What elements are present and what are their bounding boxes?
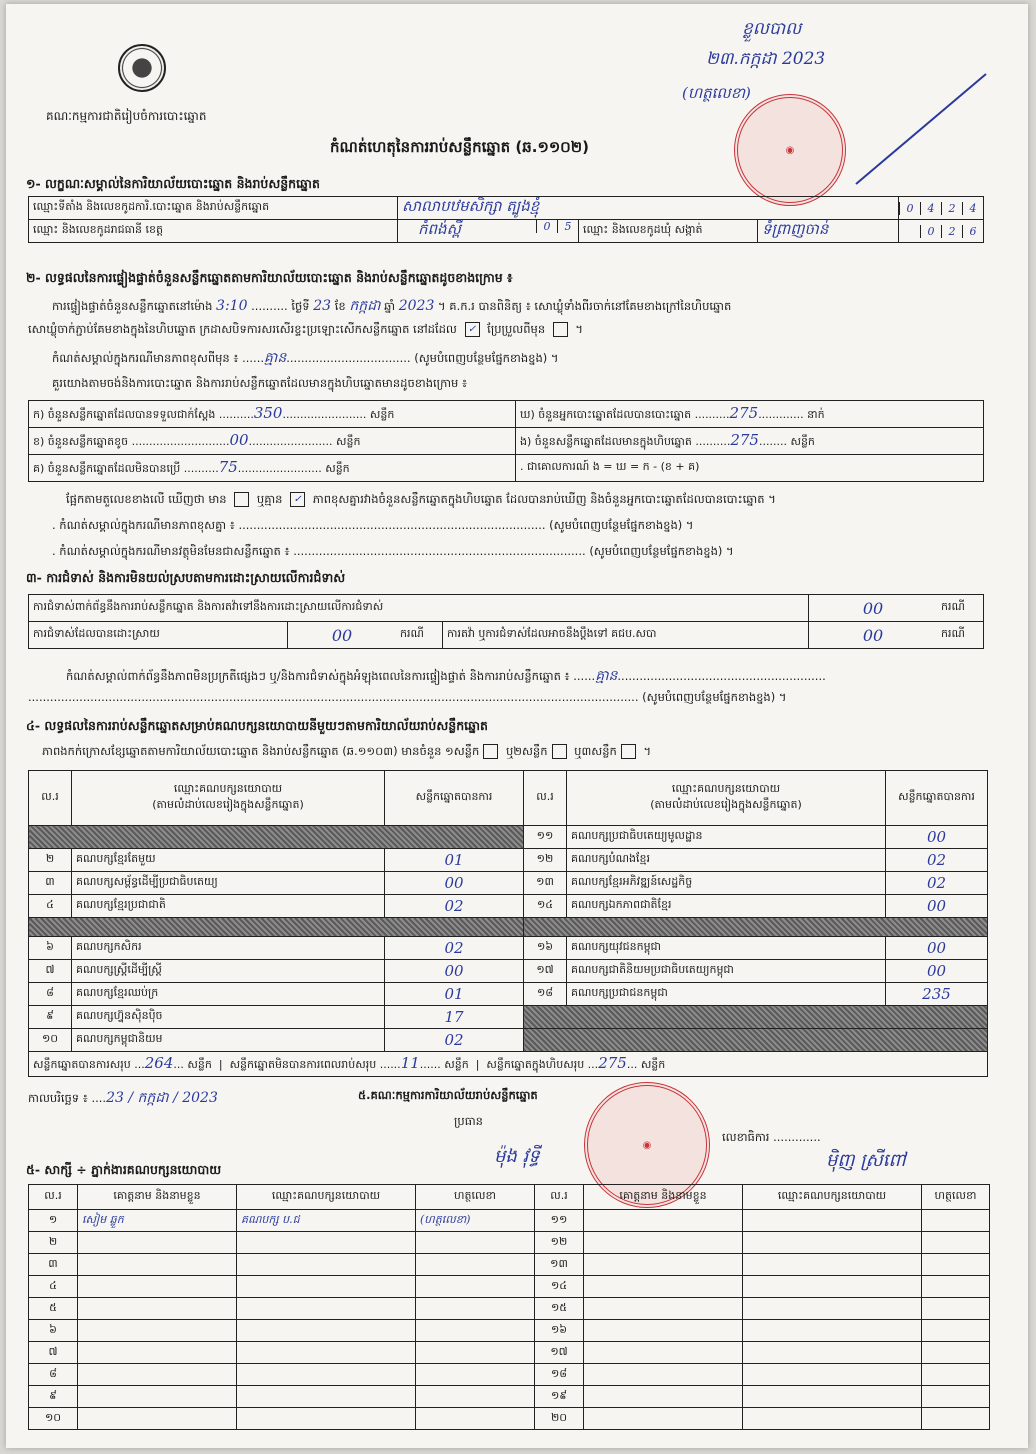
party-votes: 01 [385, 849, 524, 872]
shaded-cell-right [524, 1006, 988, 1029]
witness-name [584, 1276, 743, 1298]
party-number: ១២ [524, 849, 567, 872]
party-number: ៩ [29, 1006, 72, 1029]
form-title: កំណត់ហេតុនៃការរាប់សន្លឹកឆ្នោត (ឆ.១១០២) [330, 138, 590, 156]
party-name: គណបក្សខ្មែរអភិវឌ្ឍន៍សេដ្ឋកិច្ច [567, 872, 886, 895]
witness-party [237, 1386, 416, 1408]
secretary-signature: ម៉ិញ ស្រីពៅ [826, 1150, 906, 1171]
tally-sheet-line: ភាពងកក់ក្រោសខ្សែឆ្នោតតាមការិយាល័យបោះឆ្នោត និងរាប់សន្លឹកឆ្នោត (ឆ.១១០៣) មានចំនួន ១សន្លឹក ឬ២សន្លឹក ឬ៣សន្លឹក ។ [42, 744, 652, 758]
party-number: ១០ [29, 1029, 72, 1052]
witness-number: ៤ [29, 1276, 78, 1298]
col-party-left: ឈ្មោះគណបក្សនយោបាយ (តាមលំដាប់លេខរៀងក្នុងសន្លឹកឆ្នោត) [72, 771, 385, 826]
party-rows [29, 826, 988, 1052]
complaints-resolved-label: ការជំទាស់ដែលបានដោះស្រាយ [29, 622, 288, 649]
witness-table [28, 1184, 990, 1430]
party-name: គណបក្សឯកភាពជាតិខ្មែរ [567, 895, 886, 918]
party-results-table [28, 770, 988, 1077]
witness-party [237, 1364, 416, 1386]
verification-line: ការផ្ទៀងផ្ទាត់ចំនួនសន្លឹកឆ្នោតនៅម៉ោង 3:10 .......... ថ្ងៃទី 23 ខែ កក្កដា ឆ្នាំ 2023 ។ គ.ក.រ បានពិនិត្យ ៖ សោឃ្លុំទាំងពីរចាក់នៅគែមខាងក្រៅនៃហិបឆ្នោត [52, 298, 732, 314]
col-party-right: ឈ្មោះគណបក្សនយោបាយ (តាមលំដាប់លេខរៀងក្នុងសន្លឹកឆ្នោត) [567, 771, 886, 826]
witness-row [29, 1386, 990, 1408]
complaints-table [28, 594, 984, 649]
witness-number: ១៨ [535, 1364, 584, 1386]
commune-label: ឈ្មោះ និងលេខកូដឃុំ សង្កាត់ [579, 220, 758, 243]
party-name: គណបក្សខ្មែរឈប់ក្រ [72, 983, 385, 1006]
witness-name [584, 1210, 743, 1232]
discrepancy-note-line: . កំណត់សម្គាល់ក្នុងករណីមានភាពខុសគ្នា ៖ .................................................................................... (សូមបំពេញបន្ថែមផ្នែកខាងខ្នង) ។ [52, 518, 694, 532]
complaints-total-value: 00 [809, 595, 938, 622]
party-name: គណបក្សសម្ព័ន្ធដើម្បីប្រជាធិបតេយ្យ [72, 872, 385, 895]
party-number: ៨ [29, 983, 72, 1006]
witness-row [29, 1232, 990, 1254]
complaints-resolved-unit: ករណី [396, 622, 443, 649]
shaded-cell-left [29, 826, 524, 849]
witness-party [743, 1408, 922, 1430]
section-5-title: ៥- សាក្សី ÷ ភ្នាក់ងារគណបក្សនយោបាយ [26, 1162, 222, 1177]
witness-signature [922, 1276, 990, 1298]
commune-value: ទំព្រាញចាន់ [758, 220, 899, 243]
party-number: ១៧ [524, 960, 567, 983]
witness-party [743, 1342, 922, 1364]
witness-row [29, 1342, 990, 1364]
witness-signature [922, 1254, 990, 1276]
party-row [29, 826, 988, 849]
witness-name [78, 1254, 237, 1276]
foreign-object-note-line: . កំណត់សម្គាល់ក្នុងករណីមានវត្ថុមិនមែនជាសន្លឹកឆ្នោត ៖ ................................................................................ (សូមបំពេញបន្ថែមផ្នែកខាងខ្នង) ។ [52, 544, 734, 558]
totals-row: សន្លឹកឆ្នោតបានការសរុប ...264... សន្លឹក | សន្លឹកឆ្នោតមិនបានការពេលរាប់សរុប ......11...... សន្លឹក | សន្លឹកឆ្នោតក្នុងហិបសរុប ...275... សន្លឹក [29, 1052, 988, 1077]
party-name: គណបក្សប្រជាជនកម្ពុជា [567, 983, 886, 1006]
party-row [29, 960, 988, 983]
witness-name [584, 1320, 743, 1342]
party-name: គណបក្សខ្មែរប្រជាជាតិ [72, 895, 385, 918]
witness-name [584, 1408, 743, 1430]
count-d: ឃ) ចំនួនអ្នកបោះឆ្នោតដែលបានបោះឆ្នោត ..........275............. នាក់ [516, 401, 984, 428]
witness-col-no: ល.រ [29, 1185, 78, 1210]
party-row [29, 937, 988, 960]
handwritten-note-1: ខ្លួលបាល [742, 19, 802, 39]
station-code: 0 4 2 4 [899, 197, 984, 220]
witness-party [743, 1254, 922, 1276]
witness-signature [416, 1276, 535, 1298]
witness-signature [922, 1320, 990, 1342]
party-votes: 01 [385, 983, 524, 1006]
seal-check-line: សោឃ្លុំចាក់ភ្ជាប់គែមខាងក្នុងនៃហិបឆ្នោត ក្រដាសបិទការសរសើរខ្ទះប្រឡោះសើកសន្លឹកឆ្នោត នៅដដែល ✓ ប្រែប្រួលពីមុន ។ [28, 322, 584, 336]
party-row [29, 1006, 988, 1029]
witness-col-name-right: គោត្តនាម និងនាមខ្លួន [584, 1185, 743, 1210]
witness-number: ១២ [535, 1232, 584, 1254]
witness-number: ១៧ [535, 1342, 584, 1364]
irregularities-tail: ....................................................................................................................................................................... (សូមបំពេញបន្ថែមផ្នែកខាងខ្នង) ។ [28, 690, 787, 704]
witness-name [78, 1342, 237, 1364]
irregularities-line: កំណត់សម្គាល់ពាក់ព័ន្ធនឹងភាពមិនប្រក្រតីផ្សេងៗ ឬ/និងការជំទាស់ក្នុងអំឡុងពេលនៃការផ្ទៀងផ្ទាត់ និងការរាប់សន្លឹកឆ្នោត ៖ ......គ្មាន......................................................... [66, 668, 826, 684]
witness-row [29, 1320, 990, 1342]
party-votes: 00 [886, 960, 988, 983]
witness-signature [416, 1364, 535, 1386]
party-votes: 02 [385, 1029, 524, 1052]
unchanged-checkbox[interactable]: ✓ [465, 322, 480, 337]
complaints-total-label: ការជំទាស់ពាក់ព័ន្ធនឹងការរាប់សន្លឹកឆ្នោត និងការតវ៉ាទៅនឹងការដោះស្រាយលើការជំទាស់ [29, 595, 809, 622]
party-name: គណបក្សកសិករ [72, 937, 385, 960]
witness-name [78, 1276, 237, 1298]
witness-number: ៨ [29, 1364, 78, 1386]
party-name: គណបក្សប្រជាធិបតេយ្យមូលដ្ឋាន [567, 826, 886, 849]
witness-row [29, 1364, 990, 1386]
witness-party [743, 1364, 922, 1386]
witness-signature [922, 1386, 990, 1408]
party-number: ៦ [29, 937, 72, 960]
witness-signature [416, 1320, 535, 1342]
party-row [29, 849, 988, 872]
witness-number: ៩ [29, 1386, 78, 1408]
party-name: គណបក្សកម្ពុជានិយម [72, 1029, 385, 1052]
discrepancy-line: ផ្អែកតាមតួលេខខាងលើ ឃើញថា មាន ឬគ្មាន ✓ ភាពខុសគ្នារវាងចំនួនសន្លឹកឆ្នោតក្នុងហិបឆ្នោត ដែលបានរាប់ឃើញ និងចំនួនអ្នកបោះឆ្នោតដែលបានបោះឆ្នោត ។ [66, 492, 776, 506]
station-label: ឈ្មោះទីតាំង និងលេខកូដការិ.បោះឆ្នោត និងរាប់សន្លឹកឆ្នោត [29, 197, 398, 220]
complaints-appeal-value: 00 [809, 622, 938, 649]
discrepancy-no-checkbox[interactable]: ✓ [290, 492, 305, 507]
col-no-left: ល.រ [29, 771, 72, 826]
witness-row [29, 1210, 990, 1232]
count-c: គ) ចំនួនសន្លឹកឆ្នោតដែលមិនបានប្រើ ..........75........................ សន្លឹក [29, 455, 516, 482]
witness-party [743, 1320, 922, 1342]
ballot-count-form [6, 4, 1028, 1448]
witness-row [29, 1276, 990, 1298]
witness-row [29, 1254, 990, 1276]
party-votes: 02 [886, 849, 988, 872]
witness-name [584, 1298, 743, 1320]
witness-number: ១០ [29, 1408, 78, 1430]
polling-station-table [28, 196, 984, 243]
province-label: ឈ្មោះ និងលេខកូដរាជធានី ខេត្ត [29, 220, 398, 243]
station-value: សាលាបឋមសិក្សា ត្បូងខ្មុំ [398, 197, 899, 220]
witness-party [237, 1298, 416, 1320]
committee-title: ៥.គណៈកម្មការការិយាល័យរាប់សន្លឹកឆ្នោត [358, 1088, 538, 1102]
witness-col-sign-right: ហត្ថលេខា [922, 1185, 990, 1210]
party-name: គណបក្សខ្មែរតែមួយ [72, 849, 385, 872]
witness-number: ១១ [535, 1210, 584, 1232]
complaints-appeal-label: ការតវ៉ា ឬការជំទាស់ដែលអាចនឹងប្តឹងទៅ គជប.សបា [443, 622, 809, 649]
commune-code: 0 2 6 [899, 220, 984, 243]
col-no-right: ល.រ [524, 771, 567, 826]
official-stamp-top: ◉ [734, 94, 846, 206]
witness-name [584, 1254, 743, 1276]
party-votes: 00 [886, 826, 988, 849]
two-sheet-checkbox[interactable] [552, 744, 567, 759]
party-votes: 235 [886, 983, 988, 1006]
count-e: ង) ចំនួនសន្លឹកឆ្នោតដែលមានក្នុងហិបឆ្នោត ..........275........ សន្លឹក [516, 428, 984, 455]
shaded-cell-right [524, 1029, 988, 1052]
party-number: ២ [29, 849, 72, 872]
witness-number: ១៦ [535, 1320, 584, 1342]
witness-name [584, 1364, 743, 1386]
witness-signature [922, 1210, 990, 1232]
chair-label: ប្រធាន [454, 1114, 483, 1128]
changed-checkbox[interactable] [553, 322, 568, 337]
witness-signature [416, 1386, 535, 1408]
organization-name: គណៈកម្មការជាតិរៀបចំការបោះឆ្នោត [46, 109, 207, 123]
signature-stroke-top [836, 64, 996, 204]
witness-number: ១៣ [535, 1254, 584, 1276]
witness-signature [416, 1408, 535, 1430]
witness-row [29, 1408, 990, 1430]
party-row [29, 983, 988, 1006]
witness-party [237, 1276, 416, 1298]
party-name: គណបក្សស្រ្តីដើម្បីស្ត្រី [72, 960, 385, 983]
count-a: ក) ចំនួនសន្លឹកឆ្នោតដែលបានទទួលជាក់ស្តែង ..........350........................ សន្លឹក [29, 401, 516, 428]
official-stamp-bottom: ◉ [584, 1082, 710, 1208]
witness-number: ៦ [29, 1320, 78, 1342]
party-votes: 02 [385, 895, 524, 918]
ballot-counts-table [28, 400, 984, 482]
witness-number: ៧ [29, 1342, 78, 1364]
witness-signature [416, 1298, 535, 1320]
handwritten-note-2: ២៣.កក្កដា 2023 [706, 49, 826, 69]
secretary-label: លេខាធិការ ............. [722, 1130, 821, 1144]
section-1-title: ១- លក្ខណៈសម្គាល់នៃការិយាល័យបោះឆ្នោត និងរាប់សន្លឹកឆ្នោត [26, 176, 320, 191]
witness-party [237, 1254, 416, 1276]
party-votes: 02 [886, 872, 988, 895]
witness-number: ២ [29, 1232, 78, 1254]
witness-name [584, 1342, 743, 1364]
party-number: ៣ [29, 872, 72, 895]
col-votes-left: សន្លឹកឆ្នោតបានការ [385, 771, 524, 826]
witness-number: ២០ [535, 1408, 584, 1430]
handwritten-note-3: (ហត្ថលេខា) [682, 84, 751, 102]
witness-signature [922, 1364, 990, 1386]
party-votes: 17 [385, 1006, 524, 1029]
witness-signature [416, 1254, 535, 1276]
witness-party [237, 1408, 416, 1430]
witness-col-party-right: ឈ្មោះគណបក្សនយោបាយ [743, 1185, 922, 1210]
witness-number: ១៥ [535, 1298, 584, 1320]
province-value: កំពង់ស្ពឺ [418, 220, 461, 238]
witness-party [743, 1298, 922, 1320]
date-line: កាលបរិច្ឆេទ ៖ ....23 / កក្កដា / 2023 [28, 1090, 218, 1106]
witness-col-sign: ហត្ថលេខា [416, 1185, 535, 1210]
witness-signature [922, 1298, 990, 1320]
party-name: គណបក្សយុវជនកម្ពុជា [567, 937, 886, 960]
witness-name: សៀម ឆ្លួក [78, 1210, 237, 1232]
witness-number: ៥ [29, 1298, 78, 1320]
one-sheet-checkbox[interactable] [483, 744, 498, 759]
witness-party [743, 1276, 922, 1298]
witness-name [584, 1232, 743, 1254]
total-ballots-in-box: 275 [598, 1054, 627, 1072]
witness-signature: (ហត្ថលេខា) [416, 1210, 535, 1232]
witness-row [29, 1298, 990, 1320]
party-row [29, 895, 988, 918]
shaded-cell-right [524, 918, 988, 937]
witness-number: ១ [29, 1210, 78, 1232]
witness-col-no-right: ល.រ [535, 1185, 584, 1210]
party-votes: 02 [385, 937, 524, 960]
section-3-title: ៣- ការជំទាស់ និងការមិនយល់ស្របតាមការដោះស្រាយលើការជំទាស់ [26, 570, 346, 585]
difference-note-line: កំណត់សម្គាល់ក្នុងករណីមានភាពខុសពីមុន ៖ ......គ្មាន.................................. (សូមបំពេញបន្ថែមផ្នែកខាងខ្នង) ។ [52, 350, 559, 366]
witness-name [584, 1386, 743, 1408]
party-votes: 00 [385, 872, 524, 895]
three-sheet-checkbox[interactable] [621, 744, 636, 759]
party-name: គណបក្សបំណងខ្មែរ [567, 849, 886, 872]
complaints-resolved-value: 00 [288, 622, 397, 649]
witness-name [78, 1364, 237, 1386]
witness-rows [29, 1210, 990, 1430]
witness-name [78, 1298, 237, 1320]
witness-party [237, 1320, 416, 1342]
emblem-seal [118, 44, 166, 92]
party-row [29, 918, 988, 937]
count-intro-line: គួរយោងតាមចង់និងការបោះឆ្នោត និងការរាប់សន្លឹកឆ្នោតដែលមានក្នុងហិបឆ្នោតមានដូចខាងក្រោម ៖ [52, 376, 468, 390]
party-number: ១១ [524, 826, 567, 849]
witness-name [78, 1408, 237, 1430]
party-number: ១៤ [524, 895, 567, 918]
party-number: ៤ [29, 895, 72, 918]
party-votes: 00 [886, 895, 988, 918]
col-votes-right: សន្លឹកឆ្នោតបានការ [886, 771, 988, 826]
chair-signature: ម៉ុង វុទ្ធី [494, 1146, 540, 1167]
witness-number: ៣ [29, 1254, 78, 1276]
shaded-cell-left [29, 918, 524, 937]
witness-number: ១៩ [535, 1386, 584, 1408]
witness-name [78, 1386, 237, 1408]
party-number: ១៣ [524, 872, 567, 895]
party-number: ១៨ [524, 983, 567, 1006]
witness-party [743, 1386, 922, 1408]
witness-party [743, 1232, 922, 1254]
witness-signature [922, 1232, 990, 1254]
party-votes: 00 [886, 937, 988, 960]
witness-party [743, 1210, 922, 1232]
party-name: គណបក្សហ្វ៊ុនស៊ិនប៉ិច [72, 1006, 385, 1029]
count-b: ខ) ចំនួនសន្លឹកឆ្នោតខូច ............................00........................ សន្លឹក [29, 428, 516, 455]
count-formula: . ជាគោលការណ៍ ង = ឃ = ក - (ខ + គ) [516, 455, 984, 482]
party-votes: 00 [385, 960, 524, 983]
witness-signature [416, 1232, 535, 1254]
section-4-title: ៤- លទ្ធផលនៃការរាប់សន្លឹកឆ្នោតសម្រាប់គណបក្សនយោបាយនីមួយៗតាមការិយាល័យរាប់សន្លឹកឆ្នោត [26, 718, 488, 733]
party-row [29, 1029, 988, 1052]
section-2-title: ២- លទ្ធផលនៃការផ្ទៀងផ្ទាត់ចំនួនសន្លឹកឆ្នោតតាមការិយាល័យបោះឆ្នោត និងរាប់សន្លឹកឆ្នោតដូចខាងក្រោម ៖ [26, 270, 513, 285]
witness-col-party: ឈ្មោះគណបក្សនយោបាយ [237, 1185, 416, 1210]
witness-signature [416, 1342, 535, 1364]
witness-name [78, 1232, 237, 1254]
witness-signature [922, 1408, 990, 1430]
witness-col-name: គោត្តនាម និងនាមខ្លួន [78, 1185, 237, 1210]
complaints-total-unit: ករណី [937, 595, 984, 622]
party-row [29, 872, 988, 895]
province-cell: កំពង់ស្ពឺ 0 5 [398, 220, 579, 243]
witness-name [78, 1320, 237, 1342]
witness-party [237, 1232, 416, 1254]
witness-signature [922, 1342, 990, 1364]
party-number: ៧ [29, 960, 72, 983]
party-name: គណបក្សជាតិនិយមប្រជាធិបតេយ្យកម្ពុជា [567, 960, 886, 983]
complaints-appeal-unit: ករណី [937, 622, 984, 649]
total-invalid-votes: 11 [400, 1054, 420, 1072]
witness-party: គណបក្ស ប.ជ [237, 1210, 416, 1232]
party-number: ១៦ [524, 937, 567, 960]
witness-party [237, 1342, 416, 1364]
discrepancy-yes-checkbox[interactable] [234, 492, 249, 507]
witness-number: ១៤ [535, 1276, 584, 1298]
total-valid-votes: 264 [144, 1054, 174, 1072]
